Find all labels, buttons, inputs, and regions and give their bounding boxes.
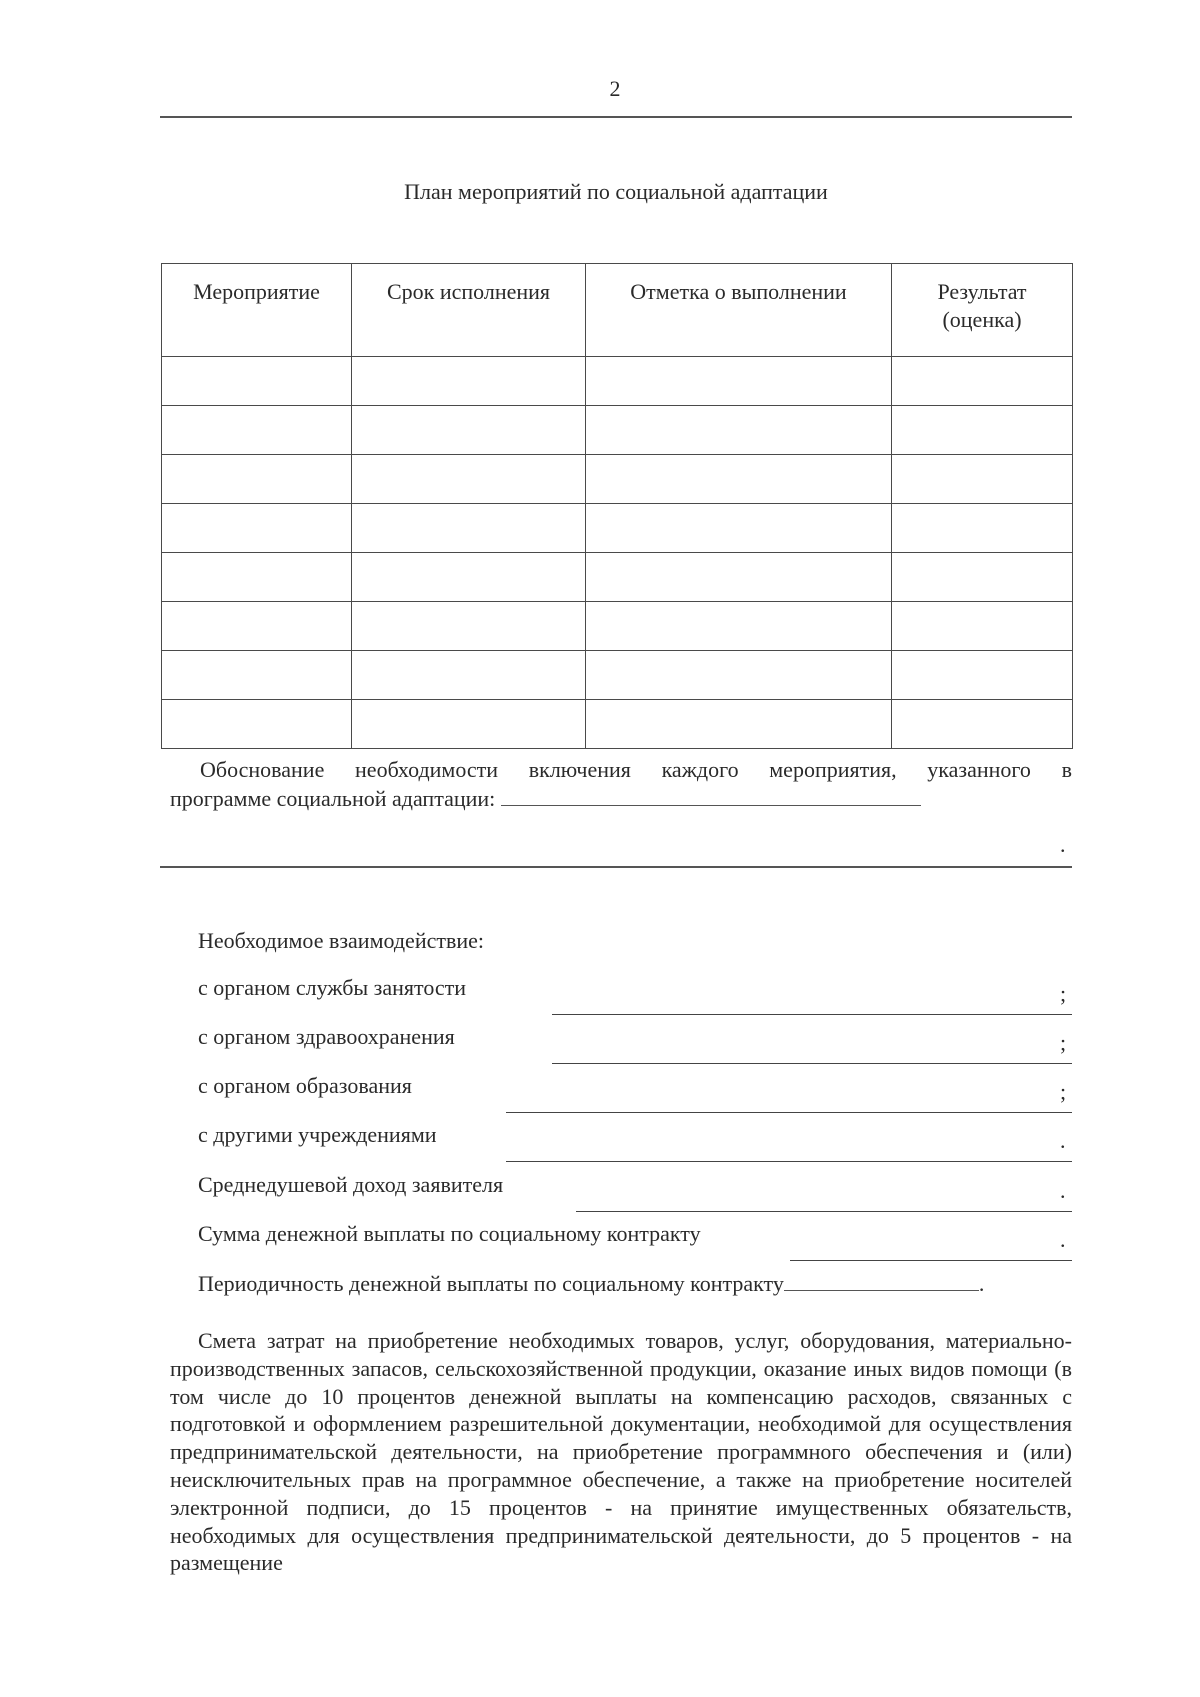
- table-cell[interactable]: [352, 602, 586, 651]
- table-cell[interactable]: [586, 504, 892, 553]
- interaction-education-end: ;: [1060, 1079, 1067, 1104]
- table-row: [162, 651, 1073, 700]
- payment-sum-label: Сумма денежной выплаты по социальному контракту: [198, 1221, 701, 1246]
- table-cell[interactable]: [586, 700, 892, 749]
- table-cell[interactable]: [586, 553, 892, 602]
- table-cell[interactable]: [162, 455, 352, 504]
- table-cell[interactable]: [586, 357, 892, 406]
- estimate-paragraph: Смета затрат на приобретение необходимых товаров, услуг, оборудования, материально-производственных запасов, сельскохозяйственной продукции, оказание иных видов помощи (в том числе до 10 процентов денежной выплаты на компенсацию расходов, связанных с подготовкой и оформлением разрешительной документации, необходимой для осуществления предпринимательской деятельности, на приобретение программного обеспечения и (или) неисключительных прав на программное обеспечение, а также на приобретение носителей электронной подписи, до 15 процентов - на принятие имущественных обязательств, необходимых для осуществления предпринимательской деятельности, до 5 процентов - на размещение: [170, 1328, 1072, 1576]
- table-cell[interactable]: [892, 357, 1073, 406]
- periodicity-line: [198, 1271, 984, 1297]
- justification-blank-line[interactable]: [160, 866, 1072, 868]
- table-cell[interactable]: [162, 504, 352, 553]
- interaction-employment-label: с органом службы занятости: [198, 975, 467, 1000]
- interaction-education-label: с органом образования: [198, 1073, 412, 1098]
- justification-paragraph: [170, 755, 1072, 813]
- periodicity-blank[interactable]: [784, 1289, 979, 1291]
- payment-sum-blank[interactable]: [790, 1260, 1072, 1261]
- table-row: [162, 504, 1073, 553]
- interaction-health-blank[interactable]: [552, 1063, 1072, 1064]
- table-cell[interactable]: [352, 406, 586, 455]
- table-cell[interactable]: [586, 651, 892, 700]
- table-cell[interactable]: [892, 455, 1073, 504]
- table-cell[interactable]: [892, 602, 1073, 651]
- table-cell[interactable]: [162, 651, 352, 700]
- table-cell[interactable]: [162, 700, 352, 749]
- table-row: [162, 602, 1073, 651]
- table-cell[interactable]: [352, 651, 586, 700]
- periodicity-label: Периодичность денежной выплаты по социальному контракту: [198, 1271, 784, 1296]
- table-cell[interactable]: [162, 602, 352, 651]
- column-header-activity: Мероприятие: [162, 264, 352, 357]
- interaction-other-end: .: [1060, 1128, 1066, 1153]
- justification-end-mark: .: [1060, 832, 1066, 857]
- table-cell[interactable]: [892, 504, 1073, 553]
- interaction-employment-end: ;: [1060, 981, 1067, 1006]
- table-cell[interactable]: [352, 504, 586, 553]
- table-cell[interactable]: [162, 553, 352, 602]
- justification-rest: программе социальной адаптации:: [170, 786, 496, 811]
- column-header-result: Результат (оценка): [892, 264, 1073, 357]
- income-end: .: [1060, 1178, 1066, 1203]
- table-cell[interactable]: [892, 700, 1073, 749]
- interaction-health-label: с органом здравоохранения: [198, 1024, 455, 1049]
- table-row: [162, 455, 1073, 504]
- table-cell[interactable]: [586, 602, 892, 651]
- table-cell[interactable]: [352, 455, 586, 504]
- table-cell[interactable]: [162, 357, 352, 406]
- table-cell[interactable]: [162, 406, 352, 455]
- table-cell[interactable]: [892, 553, 1073, 602]
- table-cell[interactable]: [352, 700, 586, 749]
- column-header-completion-mark: Отметка о выполнении: [586, 264, 892, 357]
- header-rule: [160, 116, 1072, 118]
- interaction-health-end: ;: [1060, 1030, 1067, 1055]
- table-cell[interactable]: [586, 406, 892, 455]
- plan-table: [161, 263, 1073, 749]
- periodicity-end: .: [978, 1271, 985, 1296]
- plan-table-header: [162, 264, 1073, 357]
- interaction-heading: Необходимое взаимодействие:: [198, 928, 485, 953]
- column-header-deadline: Срок исполнения: [352, 264, 586, 357]
- table-row: [162, 406, 1073, 455]
- interaction-other-label: с другими учреждениями: [198, 1122, 437, 1147]
- payment-sum-end: .: [1060, 1227, 1066, 1252]
- interaction-employment-blank[interactable]: [552, 1014, 1072, 1015]
- justification-lead: Обоснование необходимости включения каждого мероприятия, указанного в: [200, 757, 1072, 782]
- table-cell[interactable]: [892, 406, 1073, 455]
- interaction-other-blank[interactable]: [506, 1161, 1072, 1162]
- interaction-education-blank[interactable]: [506, 1112, 1072, 1113]
- table-cell[interactable]: [586, 455, 892, 504]
- document-title: План мероприятий по социальной адаптации: [404, 179, 828, 204]
- table-row: [162, 357, 1073, 406]
- page-number: 2: [609, 76, 621, 101]
- income-label: Среднедушевой доход заявителя: [198, 1172, 504, 1197]
- table-cell[interactable]: [352, 553, 586, 602]
- table-row: [162, 553, 1073, 602]
- justification-blank[interactable]: [501, 804, 921, 806]
- table-row: [162, 700, 1073, 749]
- table-cell[interactable]: [352, 357, 586, 406]
- table-cell[interactable]: [892, 651, 1073, 700]
- income-blank[interactable]: [576, 1211, 1072, 1212]
